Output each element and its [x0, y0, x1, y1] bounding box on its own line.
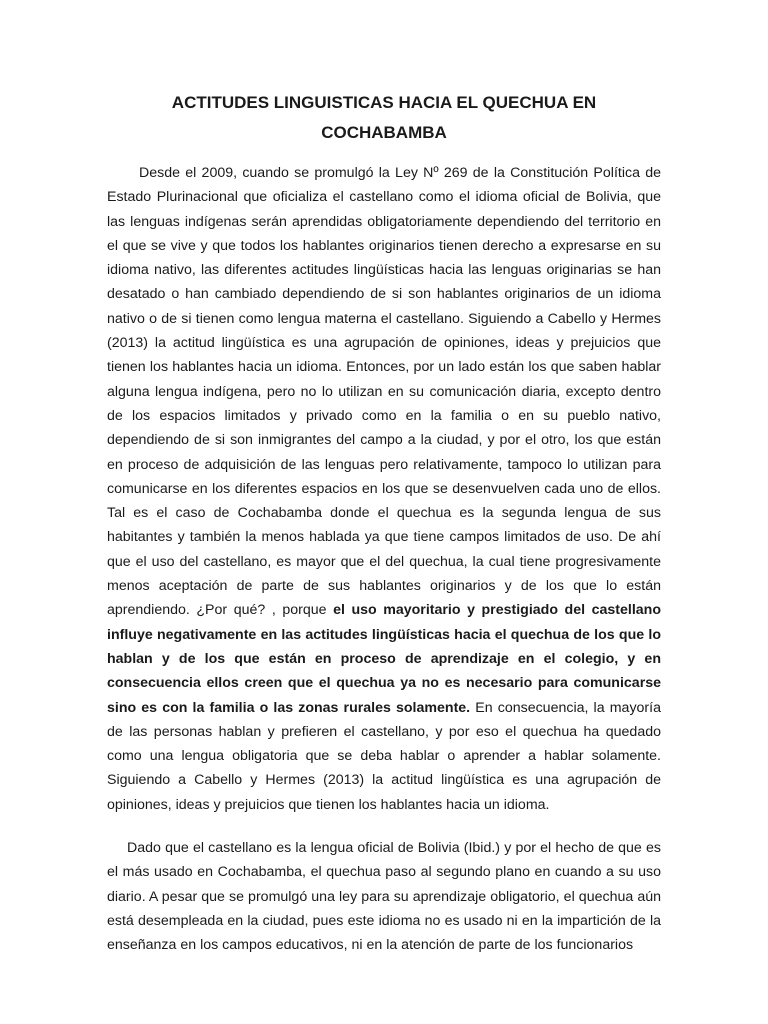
title-line-1: ACTITUDES LINGUISTICAS HACIA EL QUECHUA EN [171, 93, 597, 112]
paragraph-1-intro: Desde el 2009, cuando se promulgó la Ley Nº 269 de la Constitución Política de Estado Plurinacional que oficializa el castellano como el idioma oficial de Bolivia, que las lenguas indígenas serán aprendidas obligatoriamente dependiendo del territorio en el que se vive y que todos los hablantes originarios tienen derecho a expresarse en su idioma nativo, las diferentes actitudes lingüísticas hacia las lenguas originarias se han desatado o han cambiado dependiendo de si son hablantes originarios de un idioma nativo o de si tienen como lengua materna el castellano. Siguiendo a Cabello y Hermes (2013) la actitud lingüística es una agrupación de opiniones, ideas y prejuicios que tienen los hablantes hacia un idioma. Entonces, por un lado están los que saben hablar alguna lengua indígena, pero no lo utilizan en su comunicación diaria, excepto dentro de los espacios limitados y privado como en la familia o en su pueblo nativo, dependiendo de si son inmigrantes del campo a la ciudad, y por el otro, los que están en proceso de adquisición de las lenguas pero relativamente, tampoco lo utilizan para comunicarse en los diferentes espacios en los que se desenvuelven cada uno de ellos. Tal es el caso de Cochabamba donde el quechua es la segunda lengua de sus habitantes y también la menos hablada ya que tiene campos limitados de uso. De ahí que el uso del castellano, es mayor que el del quechua, la cual tiene progresivamente menos aceptación de parte de sus hablantes originarios y de los que lo están aprendiendo. ¿Por qué? , porque [107, 165, 661, 619]
document-title [107, 88, 661, 148]
paragraph-1 [107, 161, 661, 817]
paragraph-1-conclusion: En consecuencia, la mayoría de las personas hablan y prefieren el castellano, y por eso el quechua ha quedado como una lengua obligatoria que se deba hablar o aprender a hablar solamente. Siguiendo a Cabello y Hermes (2013) la actitud lingüística es una agrupación de opiniones, ideas y prejuicios que tienen los hablantes hacia un idioma. [107, 699, 661, 813]
title-line-2: COCHABAMBA [321, 123, 447, 142]
paragraph-2: Dado que el castellano es la lengua oficial de Bolivia (Ibid.) y por el hecho de que es el más usado en Cochabamba, el quechua paso al segundo plano en cuando a su uso diario. A pesar que se promulgó una ley para su aprendizaje obligatorio, el quechua aún está desempleada en la ciudad, pues este idioma no es usado ni en la impartición de la enseñanza en los campos educativos, ni en la atención de parte de los funcionarios [107, 840, 661, 954]
paragraph-1-bold-thesis: el uso mayoritario y prestigiado del castellano influye negativamente en las actitudes lingüísticas hacia el quechua de los que lo hablan y de los que están en proceso de aprendizaje en el colegio, y en consecuencia ellos creen que el quechua ya no es necesario para comunicarse sino es con la familia o las zonas rurales solamente. [107, 602, 661, 716]
